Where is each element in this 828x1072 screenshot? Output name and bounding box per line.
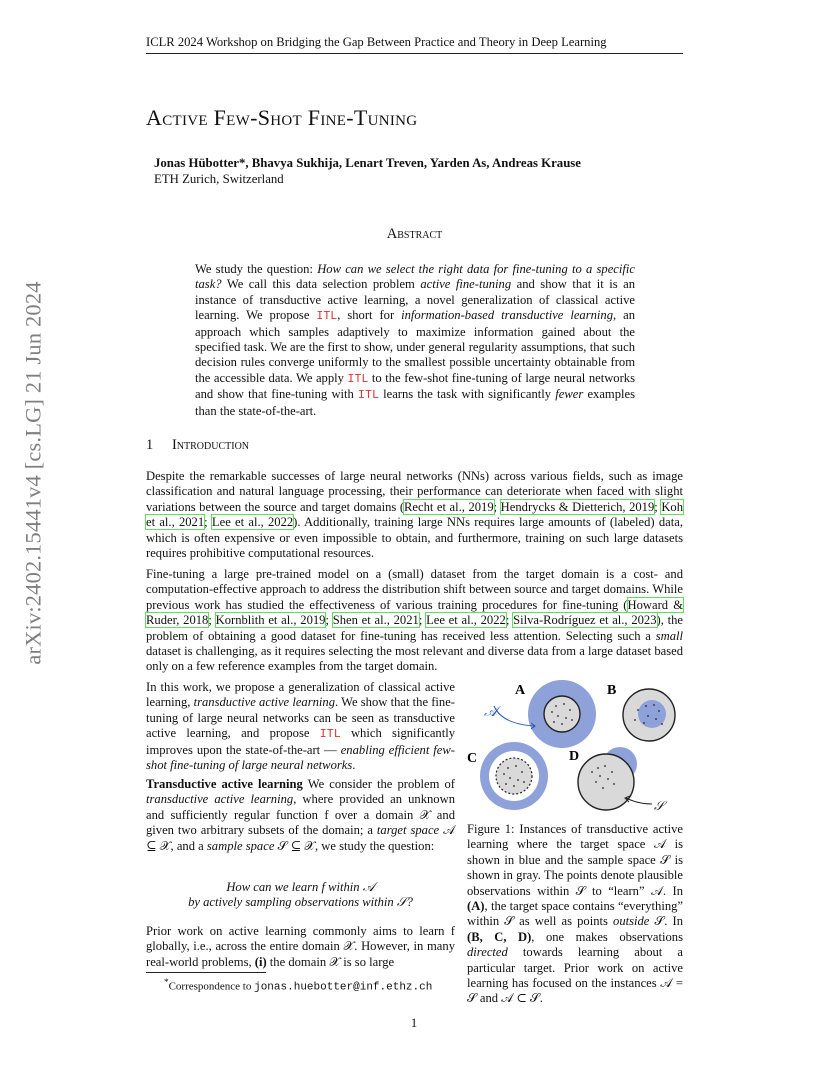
footnote: *Correspondence to jonas.huebotter@inf.ethz.ch (164, 977, 433, 994)
arxiv-stamp-text: arXiv:2402.15441v4 [cs.LG] 21 Jun 2024 (21, 281, 47, 665)
citation-link[interactable]: Koh et al., 2021 (146, 499, 684, 530)
figure-label-d: D (569, 749, 580, 764)
footnote-rule (146, 972, 266, 973)
intro-paragraph-2: Fine-tuning a large pre-trained model on a (small) dataset from the target domain is a cost- and computation-effective approach to address the distribution shift between source and target domains. While previous work has studied the effectiveness of various training procedures for fine-tuning (Howard & Ruder, 2018; Kornblith et al., 2019; Shen et al., 2021; Lee et al., 2022; Silva-Rodríguez et al., 2023), the problem of obtaining a good dataset for fine-tuning has received less attention. Selecting such a small dataset is challenging, as it requires selecting the most relevant and diverse data from a large dataset based only on a few reference examples from the target domain. (146, 567, 683, 674)
panel-b (623, 689, 675, 741)
intro-paragraph-1: Despite the remarkable successes of large neural networks (NNs) across various fields, such as image classification and natural language processing, their performance can deteriorate when faced with slight variations between the source and target domains (Recht et al., 2019; Hendrycks & Dietterich, 2019; Koh et al., 2021; Lee et al., 2022). Additionally, training large NNs requires large amounts of (labeled) data, which is often expensive or even impossible to obtain, and furthermore, training on such large datasets requires prohibitive computational resources. (146, 469, 684, 561)
research-question: How can we learn f within 𝒜 by actively sampling observations within 𝒮? (188, 880, 413, 910)
itl-keyword: ITL (347, 372, 369, 386)
intro-paragraph-4: Transductive active learning We consider the problem of transductive active learning, where provided an unknown and sufficiently regular function f over a domain 𝒳 and given two arbitrary subsets of the domain; a target space 𝒜 ⊆ 𝒳, and a sample space 𝒮 ⊆ 𝒳, we study the question: (146, 777, 455, 853)
sample-space-circle (496, 758, 532, 794)
arxiv-stamp (14, 281, 54, 665)
citation-link[interactable]: Lee et al., 2022 (426, 613, 506, 628)
sample-space-circle (578, 754, 634, 810)
panel-a (494, 680, 596, 748)
citation-link[interactable]: Kornblith et al., 2019 (215, 613, 326, 628)
panel-c (480, 742, 548, 810)
abstract-body: We study the question: How can we select the right data for fine-tuning to a specific task? We call this data selection problem active fine-tuning and show that it is an instance of transductive active learning, a novel generalization of classical active learning. We propose ITL, short for information-based transductive learning, an approach which samples adaptively to maximize information gained about the specified task. We are the first to show, under general regularity assumptions, that such decision rules converge uniformly to the smallest possible uncertainty obtainable from the accessible data. We apply ITL to the few-shot fine-tuning of large neural networks and show that fine-tuning with ITL learns the task with significantly fewer examples than the state-of-the-art. (195, 262, 636, 418)
author-list: Jonas Hübotter*, Bhavya Sukhija, Lenart Treven, Yarden As, Andreas Krause (154, 156, 581, 170)
citation-link[interactable]: Hendrycks & Dietterich, 2019 (500, 499, 655, 514)
sample-space-circle (544, 696, 580, 732)
figure-label-a: A (515, 683, 526, 698)
citation-link[interactable]: Lee et al., 2022 (211, 515, 294, 530)
footnote-email[interactable]: jonas.huebotter@inf.ethz.ch (254, 981, 433, 994)
affiliation: ETH Zurich, Switzerland (154, 172, 284, 186)
itl-keyword: ITL (316, 310, 338, 324)
paper-title: Active Few-Shot Fine-Tuning (146, 105, 418, 130)
figure-1-caption: Figure 1: Instances of transductive active learning where the target space 𝒜 is shown in blue and the sample space 𝒮 is shown in gray. The points denote plausible observations within 𝒮 to “learn” 𝒜. In (A), the target space contains “everything” within 𝒮 as well as points outside 𝒮. In (B, C, D), one makes observations directed towards learning about a particular target. Prior work on active learning has focused on the instances 𝒜 = 𝒮 and 𝒜 ⊂ 𝒮. (467, 822, 683, 1006)
itl-keyword: ITL (358, 389, 379, 403)
figure-label-sample-space: 𝒮 (654, 799, 665, 814)
figure-label-target-space: 𝒜 (484, 704, 498, 720)
citation-link[interactable]: Silva-Rodríguez et al., 2023 (513, 613, 657, 628)
figure-1-illustration (462, 676, 684, 816)
intro-paragraph-5: Prior work on active learning commonly aims to learn f globally, i.e., across the entire domain 𝒳. However, in many real-world problems, (i) the domain 𝒳 is so large (146, 924, 455, 969)
section-heading-introduction: 1 Introduction (146, 437, 250, 453)
citation-link[interactable]: Recht et al., 2019 (404, 499, 494, 514)
abstract-heading: Abstract (386, 226, 443, 242)
running-header: ICLR 2024 Workshop on Bridging the Gap Between Practice and Theory in Deep Learning (146, 35, 683, 54)
panel-d (578, 747, 652, 810)
intro-paragraph-3: In this work, we propose a generalization of classical active learning, transductive active learning. We show that the fine-tuning of large neural networks can be seen as transductive active learning, and propose ITL which significantly improves upon the state-of-the-art — enabling efficient few-shot fine-tuning of large neural networks. (146, 680, 456, 773)
citation-link[interactable]: Howard & Ruder, 2018 (146, 597, 683, 628)
page-number: 1 (410, 1016, 418, 1030)
itl-keyword: ITL (319, 728, 341, 742)
figure-label-b: B (607, 683, 617, 698)
citation-link[interactable]: Shen et al., 2021 (332, 613, 419, 628)
figure-label-c: C (467, 751, 478, 766)
